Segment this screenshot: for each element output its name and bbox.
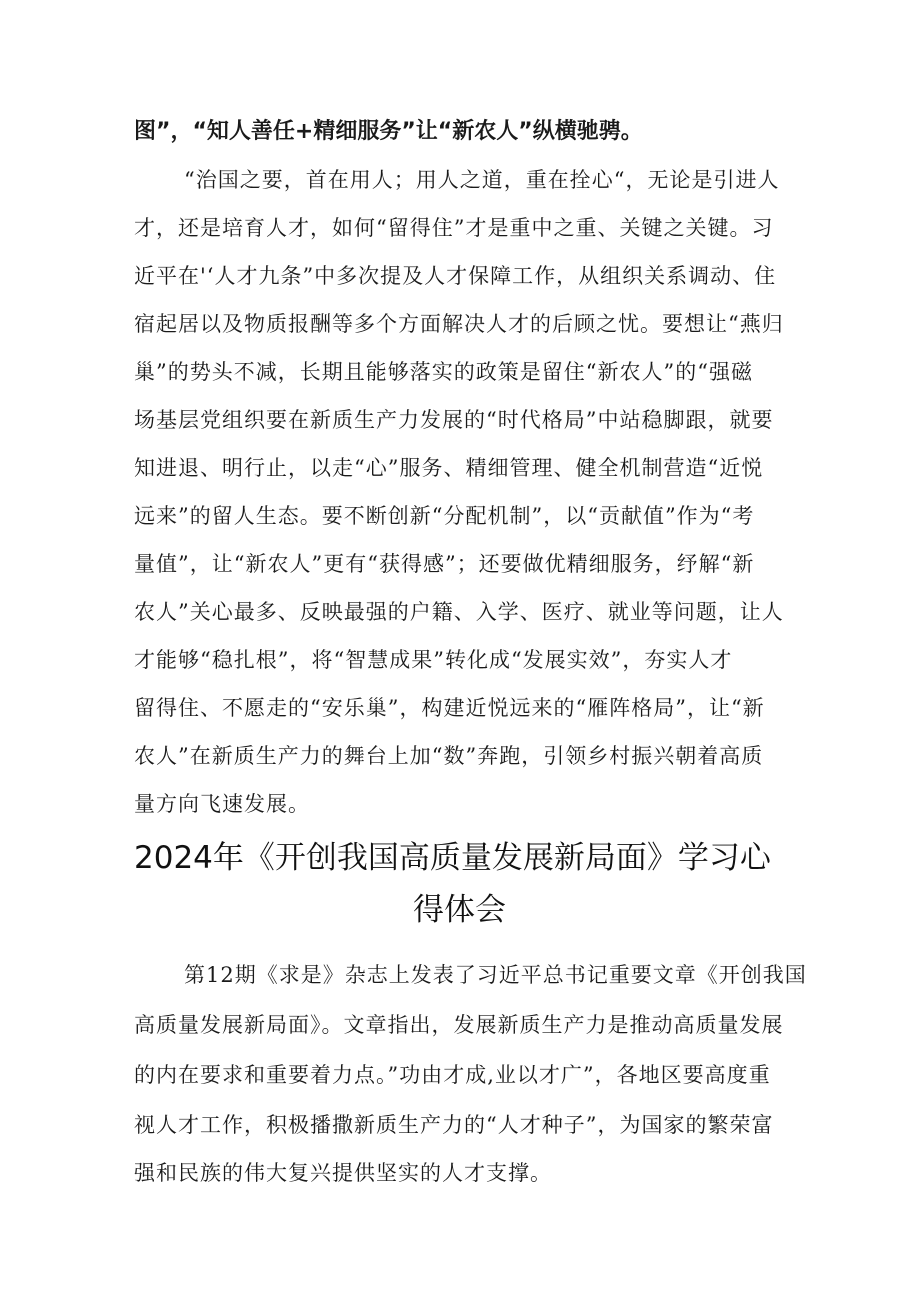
s1-line-1: “治国之要，首在用人；用人之道，重在拴心“，无论是引进人: [184, 168, 780, 192]
article-title-line-2: 得体会: [413, 892, 506, 928]
article-title-line-1: 2024年《开创我国高质量发展新局面》学习心: [134, 840, 771, 876]
s1-line-14: 量方向飞速发展。: [134, 792, 310, 816]
intro-line: 图”，“知人善任+精细服务”让“新农人”纵横驰骋。: [134, 119, 643, 144]
s1-line-12: 留得住、不愿走的“安乐巢”，构建近悦远来的“雁阵格局”，让“新: [134, 696, 765, 720]
s2-line-2: 高质量发展新局面》。文章指出，发展新质生产力是推动高质量发展: [134, 1013, 784, 1037]
s2-line-3: 的内在要求和重要着力点。”功由才成,业以才广”，各地区要高度重: [134, 1063, 771, 1087]
s1-line-10: 农人”关心最多、反映最强的户籍、入学、医疗、就业等问题，让人: [134, 600, 784, 624]
s1-line-4: 宿起居以及物质报酬等多个方面解决人才的后顾之忧。要想让“燕归: [134, 312, 784, 336]
s2-line-1: 第12期《求是》杂志上发表了习近平总书记重要文章《开创我国: [184, 963, 807, 987]
s1-line-6: 场基层党组织要在新质生产力发展的“时代格局”中站稳脚跟，就要: [134, 408, 774, 432]
s2-line-4: 视人才工作，积极播撒新质生产力的“人才种子”，为国家的繁荣富: [134, 1113, 774, 1137]
s1-line-5: 巢”的势头不减，长期且能够落实的政策是留住“新农人”的“强磁: [134, 360, 753, 384]
s2-line-5: 强和民族的伟大复兴提供坚实的人才支撑。: [134, 1161, 552, 1185]
s1-line-3: 近平在'‘人才九条”中多次提及人才保障工作，从组织关系调动、住: [134, 264, 777, 288]
s1-line-11: 才能够“稳扎根”，将“智慧成果”转化成“发展实效”，夯实人才: [134, 648, 733, 672]
s1-line-7: 知进退、明行止，以走“心”服务、精细管理、健全机制营造“近悦: [134, 456, 764, 480]
s1-line-8: 远来”的留人生态。要不断创新“分配机制”，以“贡献值”作为“考: [134, 504, 755, 528]
s1-line-13: 农人”在新质生产力的舞台上加“数”奔跑，引领乡村振兴朝着高质: [134, 744, 764, 768]
s1-line-9: 量值”，让“新农人”更有“获得感”；还要做优精细服务，纾解“新: [134, 552, 755, 576]
s1-line-2: 才，还是培育人才，如何“留得住”才是重中之重、关键之关键。习: [134, 216, 774, 240]
